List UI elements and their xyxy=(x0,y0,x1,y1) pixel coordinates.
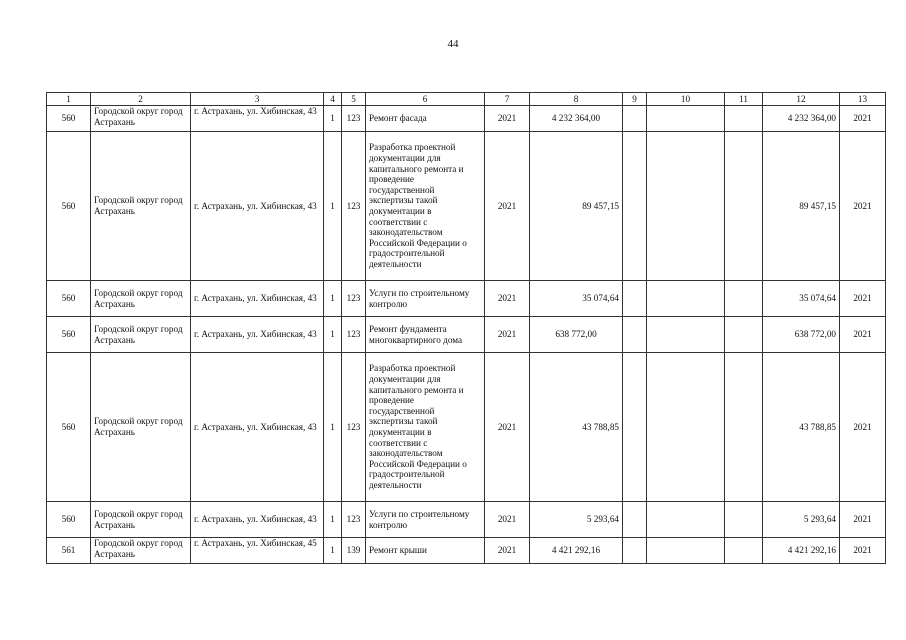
header-row xyxy=(47,93,886,106)
col-header-4: 4 xyxy=(324,93,342,106)
cell-cost: 4 421 292,16 xyxy=(530,538,623,564)
data-table xyxy=(46,92,886,564)
cell-address: г. Астрахань, ул. Хибинская, 43 xyxy=(191,502,324,538)
cell-municipality: Городской округ город Астрахань xyxy=(91,317,191,353)
cell-col4: 1 xyxy=(324,502,342,538)
cell-col11 xyxy=(725,106,763,132)
cell-municipality: Городской округ город Астрахань xyxy=(91,538,191,564)
col-header-7: 7 xyxy=(485,93,530,106)
table-row xyxy=(47,317,886,353)
cell-year: 2021 xyxy=(485,106,530,132)
col-header-13: 13 xyxy=(840,93,886,106)
cell-cost: 4 232 364,00 xyxy=(530,106,623,132)
cell-cost: 89 457,15 xyxy=(530,132,623,281)
cell-year-end: 2021 xyxy=(840,317,886,353)
cell-number: 560 xyxy=(47,353,91,502)
cell-year: 2021 xyxy=(485,538,530,564)
cell-col4: 1 xyxy=(324,538,342,564)
cell-col10 xyxy=(647,281,725,317)
cell-year-end: 2021 xyxy=(840,353,886,502)
cell-total: 638 772,00 xyxy=(763,317,840,353)
table-row xyxy=(47,281,886,317)
cell-cost: 43 788,85 xyxy=(530,353,623,502)
col-header-10: 10 xyxy=(647,93,725,106)
col-header-2: 2 xyxy=(91,93,191,106)
cell-number: 561 xyxy=(47,538,91,564)
cell-number: 560 xyxy=(47,281,91,317)
cell-total: 89 457,15 xyxy=(763,132,840,281)
cell-col9 xyxy=(623,502,647,538)
cell-municipality: Городской округ город Астрахань xyxy=(91,281,191,317)
cell-work-type: Услуги по строительному контролю xyxy=(366,502,485,538)
cell-col5: 123 xyxy=(342,132,366,281)
cell-col9 xyxy=(623,538,647,564)
col-header-6: 6 xyxy=(366,93,485,106)
cell-address: г. Астрахань, ул. Хибинская, 45 xyxy=(191,538,324,564)
cell-col9 xyxy=(623,106,647,132)
table-row xyxy=(47,353,886,502)
cell-col11 xyxy=(725,317,763,353)
cell-col10 xyxy=(647,502,725,538)
cell-col9 xyxy=(623,281,647,317)
col-header-12: 12 xyxy=(763,93,840,106)
cell-cost: 638 772,00 xyxy=(530,317,623,353)
cell-col10 xyxy=(647,353,725,502)
cell-col5: 139 xyxy=(342,538,366,564)
cell-work-type: Разработка проектной документации для капитального ремонта и проведение государственной экспертизы такой документации в соответствии с законодательством Российской Федерации о градостроительной деятельности xyxy=(366,132,485,281)
cell-work-type: Ремонт крыши xyxy=(366,538,485,564)
cell-year-end: 2021 xyxy=(840,502,886,538)
cell-municipality: Городской округ город Астрахань xyxy=(91,106,191,132)
cell-col10 xyxy=(647,538,725,564)
cell-col9 xyxy=(623,132,647,281)
cell-total: 5 293,64 xyxy=(763,502,840,538)
cell-col9 xyxy=(623,317,647,353)
cell-col4: 1 xyxy=(324,132,342,281)
col-header-5: 5 xyxy=(342,93,366,106)
cell-address: г. Астрахань, ул. Хибинская, 43 xyxy=(191,281,324,317)
cell-total: 35 074,64 xyxy=(763,281,840,317)
cell-work-type: Ремонт фасада xyxy=(366,106,485,132)
cell-work-type: Ремонт фундамента многоквартирного дома xyxy=(366,317,485,353)
cell-number: 560 xyxy=(47,317,91,353)
cell-year: 2021 xyxy=(485,132,530,281)
page-number: 44 xyxy=(447,38,459,50)
cell-year-end: 2021 xyxy=(840,281,886,317)
cell-col5: 123 xyxy=(342,281,366,317)
table-row xyxy=(47,106,886,132)
cell-col4: 1 xyxy=(324,106,342,132)
cell-col5: 123 xyxy=(342,502,366,538)
cell-year: 2021 xyxy=(485,281,530,317)
cell-col9 xyxy=(623,353,647,502)
cell-total: 4 232 364,00 xyxy=(763,106,840,132)
cell-year-end: 2021 xyxy=(840,538,886,564)
table-row xyxy=(47,502,886,538)
cell-col4: 1 xyxy=(324,281,342,317)
col-header-11: 11 xyxy=(725,93,763,106)
cell-year: 2021 xyxy=(485,502,530,538)
cell-col5: 123 xyxy=(342,353,366,502)
cell-cost: 35 074,64 xyxy=(530,281,623,317)
cell-total: 4 421 292,16 xyxy=(763,538,840,564)
col-header-8: 8 xyxy=(530,93,623,106)
cell-total: 43 788,85 xyxy=(763,353,840,502)
cell-col5: 123 xyxy=(342,106,366,132)
cell-number: 560 xyxy=(47,502,91,538)
cell-municipality: Городской округ город Астрахань xyxy=(91,353,191,502)
cell-municipality: Городской округ город Астрахань xyxy=(91,502,191,538)
cell-work-type: Разработка проектной документации для капитального ремонта и проведение государственной экспертизы такой документации в соответствии с законодательством Российской Федерации о градостроительной деятельности xyxy=(366,353,485,502)
cell-year-end: 2021 xyxy=(840,106,886,132)
table-row xyxy=(47,132,886,281)
cell-col11 xyxy=(725,132,763,281)
col-header-9: 9 xyxy=(623,93,647,106)
cell-year-end: 2021 xyxy=(840,132,886,281)
table-row xyxy=(47,538,886,564)
cell-col4: 1 xyxy=(324,353,342,502)
cell-cost: 5 293,64 xyxy=(530,502,623,538)
cell-address: г. Астрахань, ул. Хибинская, 43 xyxy=(191,317,324,353)
cell-col10 xyxy=(647,106,725,132)
cell-col11 xyxy=(725,353,763,502)
cell-col4: 1 xyxy=(324,317,342,353)
cell-col11 xyxy=(725,538,763,564)
cell-work-type: Услуги по строительному контролю xyxy=(366,281,485,317)
cell-col5: 123 xyxy=(342,317,366,353)
cell-year: 2021 xyxy=(485,317,530,353)
cell-address: г. Астрахань, ул. Хибинская, 43 xyxy=(191,353,324,502)
cell-address: г. Астрахань, ул. Хибинская, 43 xyxy=(191,106,324,132)
cell-number: 560 xyxy=(47,106,91,132)
cell-col11 xyxy=(725,502,763,538)
cell-col11 xyxy=(725,281,763,317)
col-header-1: 1 xyxy=(47,93,91,106)
cell-year: 2021 xyxy=(485,353,530,502)
cell-address: г. Астрахань, ул. Хибинская, 43 xyxy=(191,132,324,281)
cell-col10 xyxy=(647,132,725,281)
col-header-3: 3 xyxy=(191,93,324,106)
cell-municipality: Городской округ город Астрахань xyxy=(91,132,191,281)
cell-col10 xyxy=(647,317,725,353)
cell-number: 560 xyxy=(47,132,91,281)
